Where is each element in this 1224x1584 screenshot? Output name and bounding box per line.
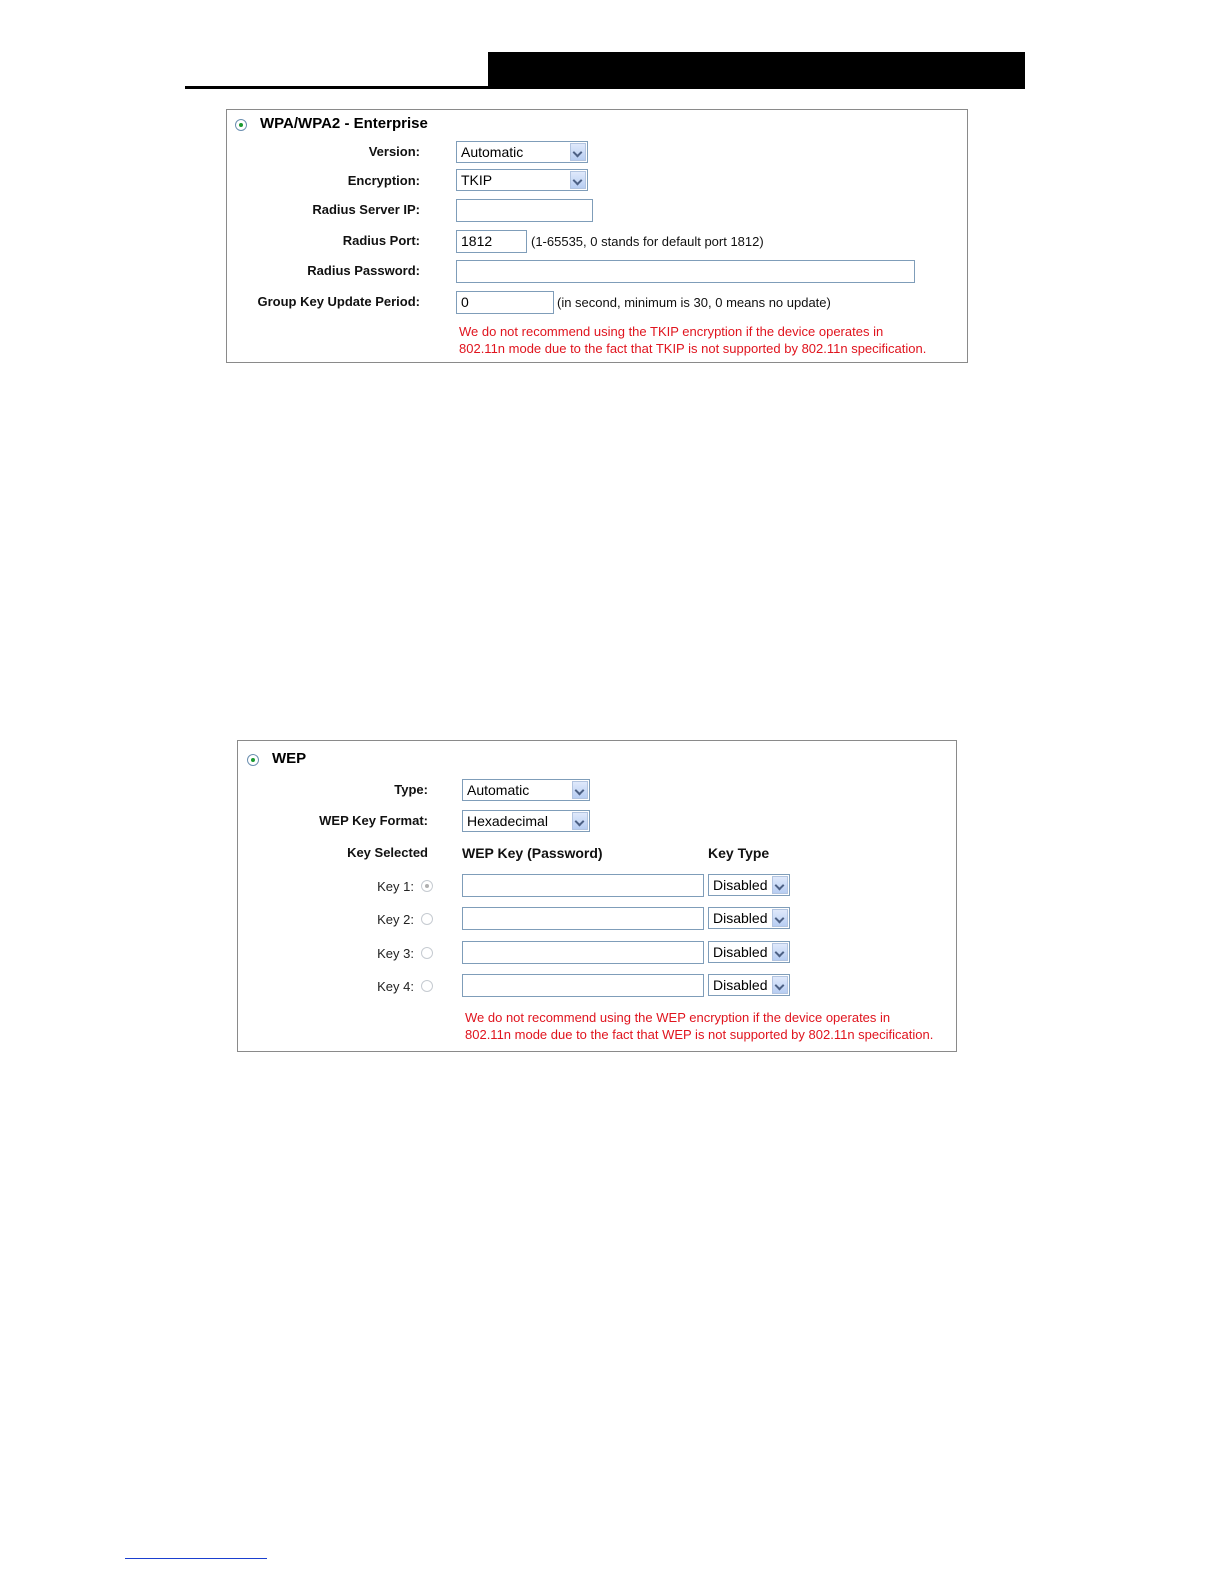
version-select[interactable] [456, 141, 588, 163]
key-3-input[interactable] [462, 941, 704, 964]
chevron-down-icon [572, 781, 588, 799]
key-2-type-select[interactable] [708, 907, 790, 929]
key-2-radio[interactable] [421, 913, 433, 925]
wep-title: WEP [272, 750, 307, 767]
chevron-down-icon [772, 909, 788, 927]
tkip-warning-line2: 802.11n mode due to the fact that TKIP is not supported by 802.11n specification. [459, 341, 927, 356]
wep-key-format-select[interactable] [462, 810, 590, 832]
wpa-enterprise-panel [226, 109, 968, 363]
chevron-down-icon [772, 976, 788, 994]
key-1-type-value: Disabled [713, 877, 768, 893]
key-2-type-value: Disabled [713, 910, 768, 926]
wep-radio[interactable] [247, 754, 259, 766]
wep-key-header: WEP Key (Password) [462, 845, 603, 861]
page-header-bar [488, 52, 1025, 89]
group-key-update-period-input[interactable]: 0 [456, 291, 554, 314]
chevron-down-icon [772, 943, 788, 961]
key-3-type-value: Disabled [713, 944, 768, 960]
page-header-rule [185, 86, 1025, 89]
key-4-input[interactable] [462, 974, 704, 997]
key-type-header: Key Type [708, 845, 770, 861]
version-select-value: Automatic [461, 144, 524, 160]
radius-server-ip-label: Radius Server IP: [312, 202, 420, 217]
tkip-warning [459, 323, 926, 357]
wpa-enterprise-radio[interactable] [235, 119, 247, 131]
wpa-enterprise-title: WPA/WPA2 - Enterprise [260, 115, 428, 132]
radius-password-input[interactable] [456, 260, 915, 283]
radius-port-hint: (1-65535, 0 stands for default port 1812) [531, 234, 764, 249]
wep-warning-line1: We do not recommend using the WEP encryption if the device operates in [465, 1010, 891, 1025]
radius-server-ip-input[interactable] [456, 199, 593, 222]
wep-key-format-select-value: Hexadecimal [467, 813, 548, 829]
encryption-select-value: TKIP [461, 172, 493, 188]
key-1-label: Key 1: [377, 879, 414, 894]
version-label: Version: [368, 144, 420, 159]
encryption-select[interactable] [456, 169, 588, 191]
tkip-warning-line1: We do not recommend using the TKIP encryption if the device operates in [459, 324, 884, 339]
wep-key-format-label: WEP Key Format: [319, 813, 428, 828]
chevron-down-icon [772, 876, 788, 894]
chevron-down-icon [570, 171, 586, 189]
key-2-label: Key 2: [377, 912, 414, 927]
encryption-label: Encryption: [347, 173, 420, 188]
wep-warning [465, 1009, 933, 1043]
key-3-radio[interactable] [421, 947, 433, 959]
group-key-update-period-label: Group Key Update Period: [257, 294, 420, 309]
chevron-down-icon [572, 812, 588, 830]
radius-port-label: Radius Port: [342, 233, 420, 248]
key-selected-header: Key Selected [347, 845, 428, 860]
wep-panel [237, 740, 957, 1052]
radius-port-input[interactable]: 1812 [456, 230, 527, 253]
group-key-update-period-hint: (in second, minimum is 30, 0 means no update) [557, 295, 831, 310]
wep-warning-line2: 802.11n mode due to the fact that WEP is not supported by 802.11n specification. [465, 1027, 934, 1042]
key-1-radio[interactable] [421, 880, 433, 892]
radius-password-label: Radius Password: [307, 263, 420, 278]
key-3-type-select[interactable] [708, 941, 790, 963]
wep-type-label: Type: [394, 782, 428, 797]
key-4-label: Key 4: [377, 979, 414, 994]
key-4-type-value: Disabled [713, 977, 768, 993]
wep-type-select-value: Automatic [467, 782, 530, 798]
key-4-type-select[interactable] [708, 974, 790, 996]
chevron-down-icon [570, 143, 586, 161]
wep-type-select[interactable] [462, 779, 590, 801]
key-2-input[interactable] [462, 907, 704, 930]
key-1-input[interactable] [462, 874, 704, 897]
key-4-radio[interactable] [421, 980, 433, 992]
footer-link-underline [125, 1558, 267, 1559]
key-3-label: Key 3: [377, 946, 414, 961]
key-1-type-select[interactable] [708, 874, 790, 896]
